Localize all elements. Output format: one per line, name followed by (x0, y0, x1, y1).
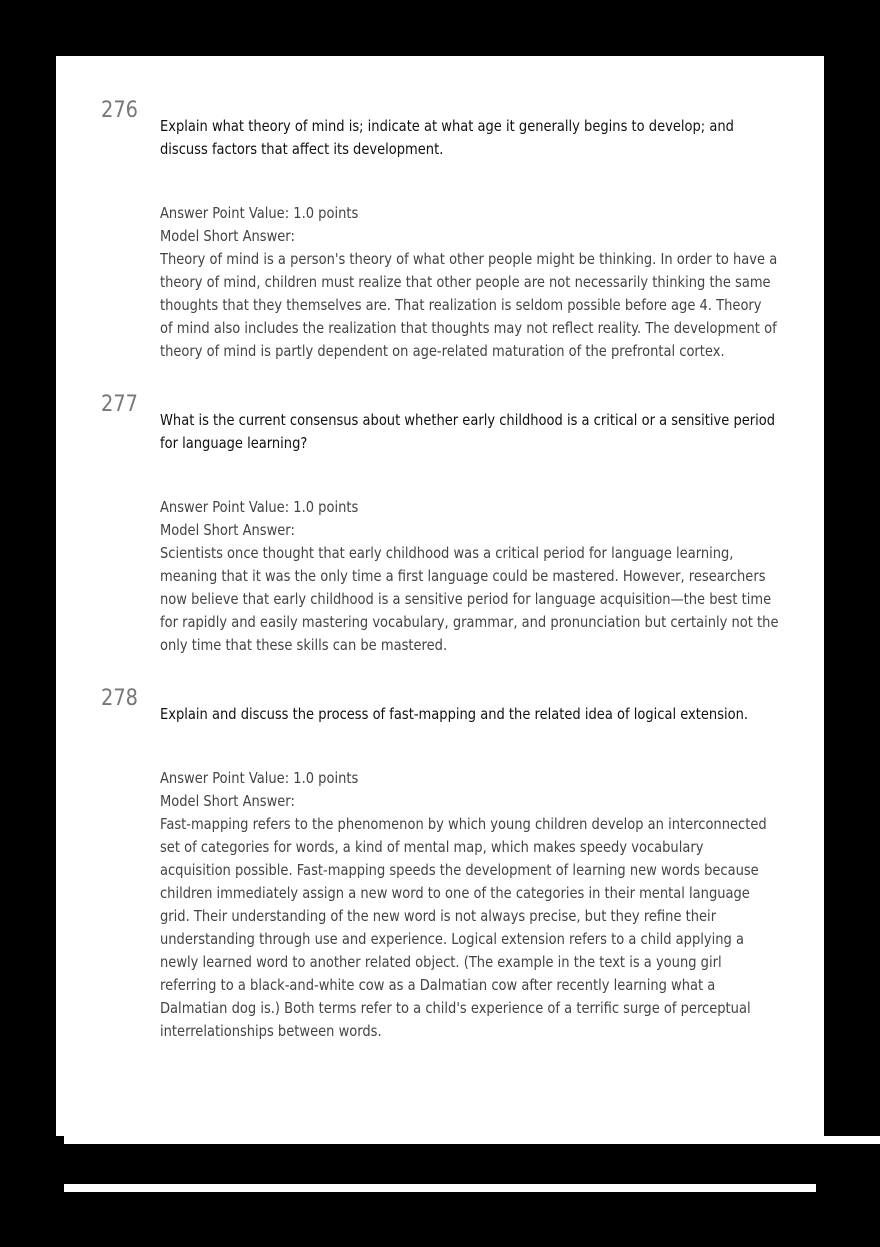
answer-line: Fast-mapping refers to the phenomenon by which young children develop an interconnected (160, 815, 767, 833)
point-value: Answer Point Value: 1.0 points (160, 204, 359, 222)
point-value: Answer Point Value: 1.0 points (160, 769, 359, 787)
answer-line: meaning that it was the only time a first language could be mastered. However, researchers (160, 567, 766, 585)
answer-block (160, 496, 779, 657)
answer-line: interrelationships between words. (160, 1022, 382, 1040)
question-text (160, 409, 779, 455)
next-page-edge (64, 1184, 816, 1192)
answer-line: newly learned word to another related object. (The example in the text is a young girl (160, 953, 722, 971)
answer-line: thoughts that they themselves are. That realization is seldom possible before age 4. Theory (160, 296, 762, 314)
question-line: discuss factors that affect its development. (160, 140, 444, 158)
answer-line: referring to a black-and-white cow as a Dalmatian cow after recently learning what a (160, 976, 716, 994)
question-text (160, 115, 779, 161)
question-number: 278 (101, 686, 138, 711)
answer-line: acquisition possible. Fast-mapping speeds the development of learning new words because (160, 861, 759, 879)
answer-line: theory of mind is partly dependent on age-related maturation of the prefrontal cortex. (160, 342, 725, 360)
question-text (160, 703, 779, 726)
answer-line: grid. Their understanding of the new word is not always precise, but they refine their (160, 907, 717, 925)
question-number: 277 (101, 392, 138, 417)
document-page (56, 56, 824, 1136)
question-line: What is the current consensus about whether early childhood is a critical or a sensitive period (160, 411, 776, 429)
question-line: Explain and discuss the process of fast-mapping and the related idea of logical extension. (160, 705, 749, 723)
model-answer-label: Model Short Answer: (160, 227, 295, 245)
answer-line: now believe that early childhood is a sensitive period for language acquisition—the best time (160, 590, 772, 608)
answer-block (160, 767, 779, 1043)
model-answer-label: Model Short Answer: (160, 521, 295, 539)
model-answer-label: Model Short Answer: (160, 792, 295, 810)
question-line: for language learning? (160, 434, 308, 452)
answer-line: understanding through use and experience. Logical extension refers to a child applying a (160, 930, 744, 948)
answer-line: of mind also includes the realization that thoughts may not reflect reality. The development of (160, 319, 777, 337)
page-edge-strip (64, 1136, 880, 1144)
answer-line: set of categories for words, a kind of mental map, which makes speedy vocabulary (160, 838, 704, 856)
answer-line: theory of mind, children must realize that other people are not necessarily thinking the same (160, 273, 771, 291)
point-value: Answer Point Value: 1.0 points (160, 498, 359, 516)
answer-line: children immediately assign a new word to one of the categories in their mental language (160, 884, 750, 902)
answer-line: Dalmatian dog is.) Both terms refer to a child's experience of a terrific surge of perceptual (160, 999, 751, 1017)
answer-line: for rapidly and easily mastering vocabulary, grammar, and pronunciation but certainly not the (160, 613, 779, 631)
answer-line: Theory of mind is a person's theory of what other people might be thinking. In order to have a (160, 250, 778, 268)
answer-line: Scientists once thought that early childhood was a critical period for language learning, (160, 544, 734, 562)
question-line: Explain what theory of mind is; indicate at what age it generally begins to develop; and (160, 117, 734, 135)
question-number: 276 (101, 98, 138, 123)
answer-block (160, 202, 779, 363)
answer-line: only time that these skills can be mastered. (160, 636, 448, 654)
